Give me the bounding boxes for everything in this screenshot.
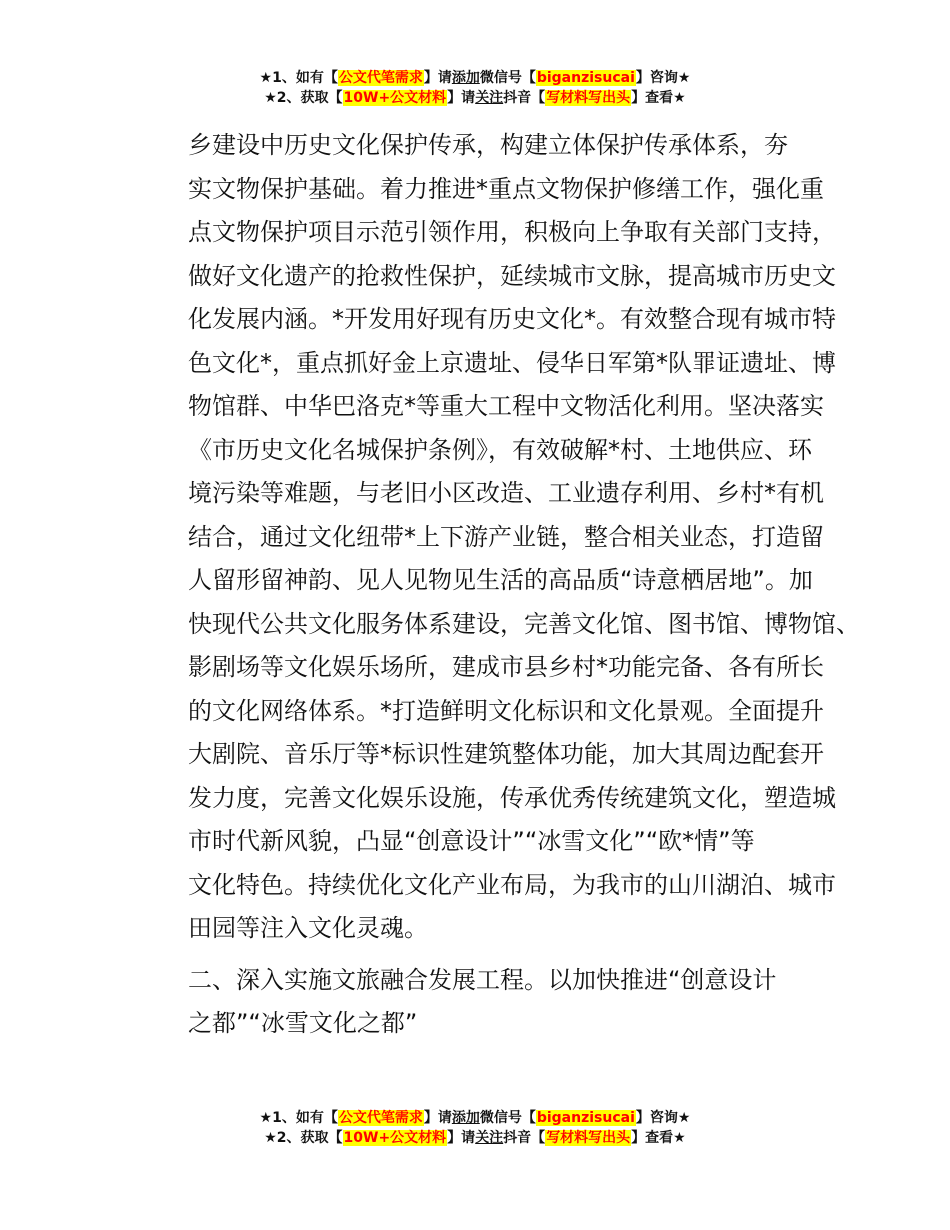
footer-line-2-prefix: ★2、获取【 xyxy=(264,1130,343,1146)
header-line-1-prefix: ★1、如有【 xyxy=(259,70,338,86)
footer-line-1 xyxy=(0,1108,950,1128)
header-line-1-suffix: 】咨询★ xyxy=(635,70,691,86)
footer-line-2-text-2: 抖音【 xyxy=(503,1130,546,1146)
footer-line-2-underlined: 关注 xyxy=(475,1130,504,1146)
text-line: 境污染等难题，与老旧小区改造、工业遗存利用、乡村*有机 xyxy=(188,479,824,507)
text-line: 市时代新风貌，凸显“创意设计”“冰雪文化”“欧*情”等 xyxy=(188,827,755,855)
text-line: 人留形留神韵、见人见物见生活的高品质“诗意栖居地”。加 xyxy=(188,566,813,594)
header-highlight-wechat-id: biganzisucai xyxy=(536,70,635,86)
text-line: 色文化*，重点抓好金上京遗址、侵华日军第*队罪证遗址、博 xyxy=(188,348,836,377)
header-line-1-underlined: 添加 xyxy=(451,70,480,86)
footer-line-1-text: 】请 xyxy=(423,1110,452,1126)
header-line-2-suffix: 】查看★ xyxy=(631,90,686,106)
header-highlight-materials: 10W+公文材料 xyxy=(343,90,447,106)
header-line-1-text: 】请 xyxy=(423,70,452,86)
text-line: 化发展内涵。*开发用好现有历史文化*。有效整合现有城市特 xyxy=(188,305,836,333)
footer-line-2 xyxy=(0,1128,950,1148)
text-line: 实文物保护基础。着力推进*重点文物保护修缮工作，强化重 xyxy=(188,174,824,203)
header-highlight-service: 公文代笔需求 xyxy=(338,70,423,86)
footer-banner xyxy=(0,1108,950,1148)
document-body xyxy=(140,124,860,1046)
header-line-2 xyxy=(0,88,950,108)
header-banner xyxy=(0,68,950,108)
text-line: 二、深入实施文旅融合发展工程。以加快推进“创意设计 xyxy=(188,965,777,994)
header-line-1-text-2: 微信号【 xyxy=(479,70,536,86)
text-line: 结合，通过文化纽带*上下游产业链，整合相关业态，打造留 xyxy=(188,522,824,551)
footer-highlight-wechat-id: biganzisucai xyxy=(536,1110,635,1126)
header-line-1 xyxy=(0,68,950,88)
text-line: 大剧院、音乐厅等*标识性建筑整体功能，加大其周边配套开 xyxy=(188,740,824,768)
text-line: 做好文化遗产的抢救性保护，延续城市文脉，提高城市历史文 xyxy=(188,261,836,290)
footer-line-1-text-2: 微信号【 xyxy=(479,1110,536,1126)
text-line: 发力度，完善文化娱乐设施，传承优秀传统建筑文化，塑造城 xyxy=(188,783,836,812)
text-line: 乡建设中历史文化保护传承，构建立体保护传承体系，夯 xyxy=(188,131,788,159)
footer-highlight-douyin-account: 写材料写出头 xyxy=(546,1130,631,1146)
header-highlight-douyin-account: 写材料写出头 xyxy=(546,90,631,106)
text-line: 文化特色。持续优化文化产业布局，为我市的山川湖泊、城市 xyxy=(188,870,836,899)
paragraph-2 xyxy=(140,959,840,1046)
footer-line-2-text: 】请 xyxy=(447,1130,476,1146)
header-line-2-prefix: ★2、获取【 xyxy=(264,90,343,106)
footer-line-1-prefix: ★1、如有【 xyxy=(259,1110,338,1126)
text-line: 快现代公共文化服务体系建设，完善文化馆、图书馆、博物馆、 xyxy=(188,609,860,638)
footer-highlight-materials: 10W+公文材料 xyxy=(343,1130,447,1146)
text-line: 的文化网络体系。*打造鲜明文化标识和文化景观。全面提升 xyxy=(188,696,824,725)
footer-line-2-suffix: 】查看★ xyxy=(631,1130,686,1146)
paragraph-1 xyxy=(140,124,860,951)
text-line: 影剧场等文化娱乐场所，建成市县乡村*功能完备、各有所长 xyxy=(188,653,824,681)
header-line-2-underlined: 关注 xyxy=(475,90,504,106)
text-line: 《市历史文化名城保护条例》，有效破解*村、土地供应、环 xyxy=(188,435,812,464)
footer-highlight-service: 公文代笔需求 xyxy=(338,1110,423,1126)
header-line-2-text-2: 抖音【 xyxy=(503,90,546,106)
text-line: 之都”“冰雪文化之都” xyxy=(188,1009,418,1037)
text-line: 田园等注入文化灵魂。 xyxy=(188,914,428,942)
text-line: 点文物保护项目示范引领作用，积极向上争取有关部门支持， xyxy=(188,218,836,246)
footer-line-1-underlined: 添加 xyxy=(451,1110,480,1126)
text-line: 物馆群、中华巴洛克*等重大工程中文物活化利用。坚决落实 xyxy=(188,392,824,420)
footer-line-1-suffix: 】咨询★ xyxy=(635,1110,691,1126)
header-line-2-text: 】请 xyxy=(447,90,476,106)
